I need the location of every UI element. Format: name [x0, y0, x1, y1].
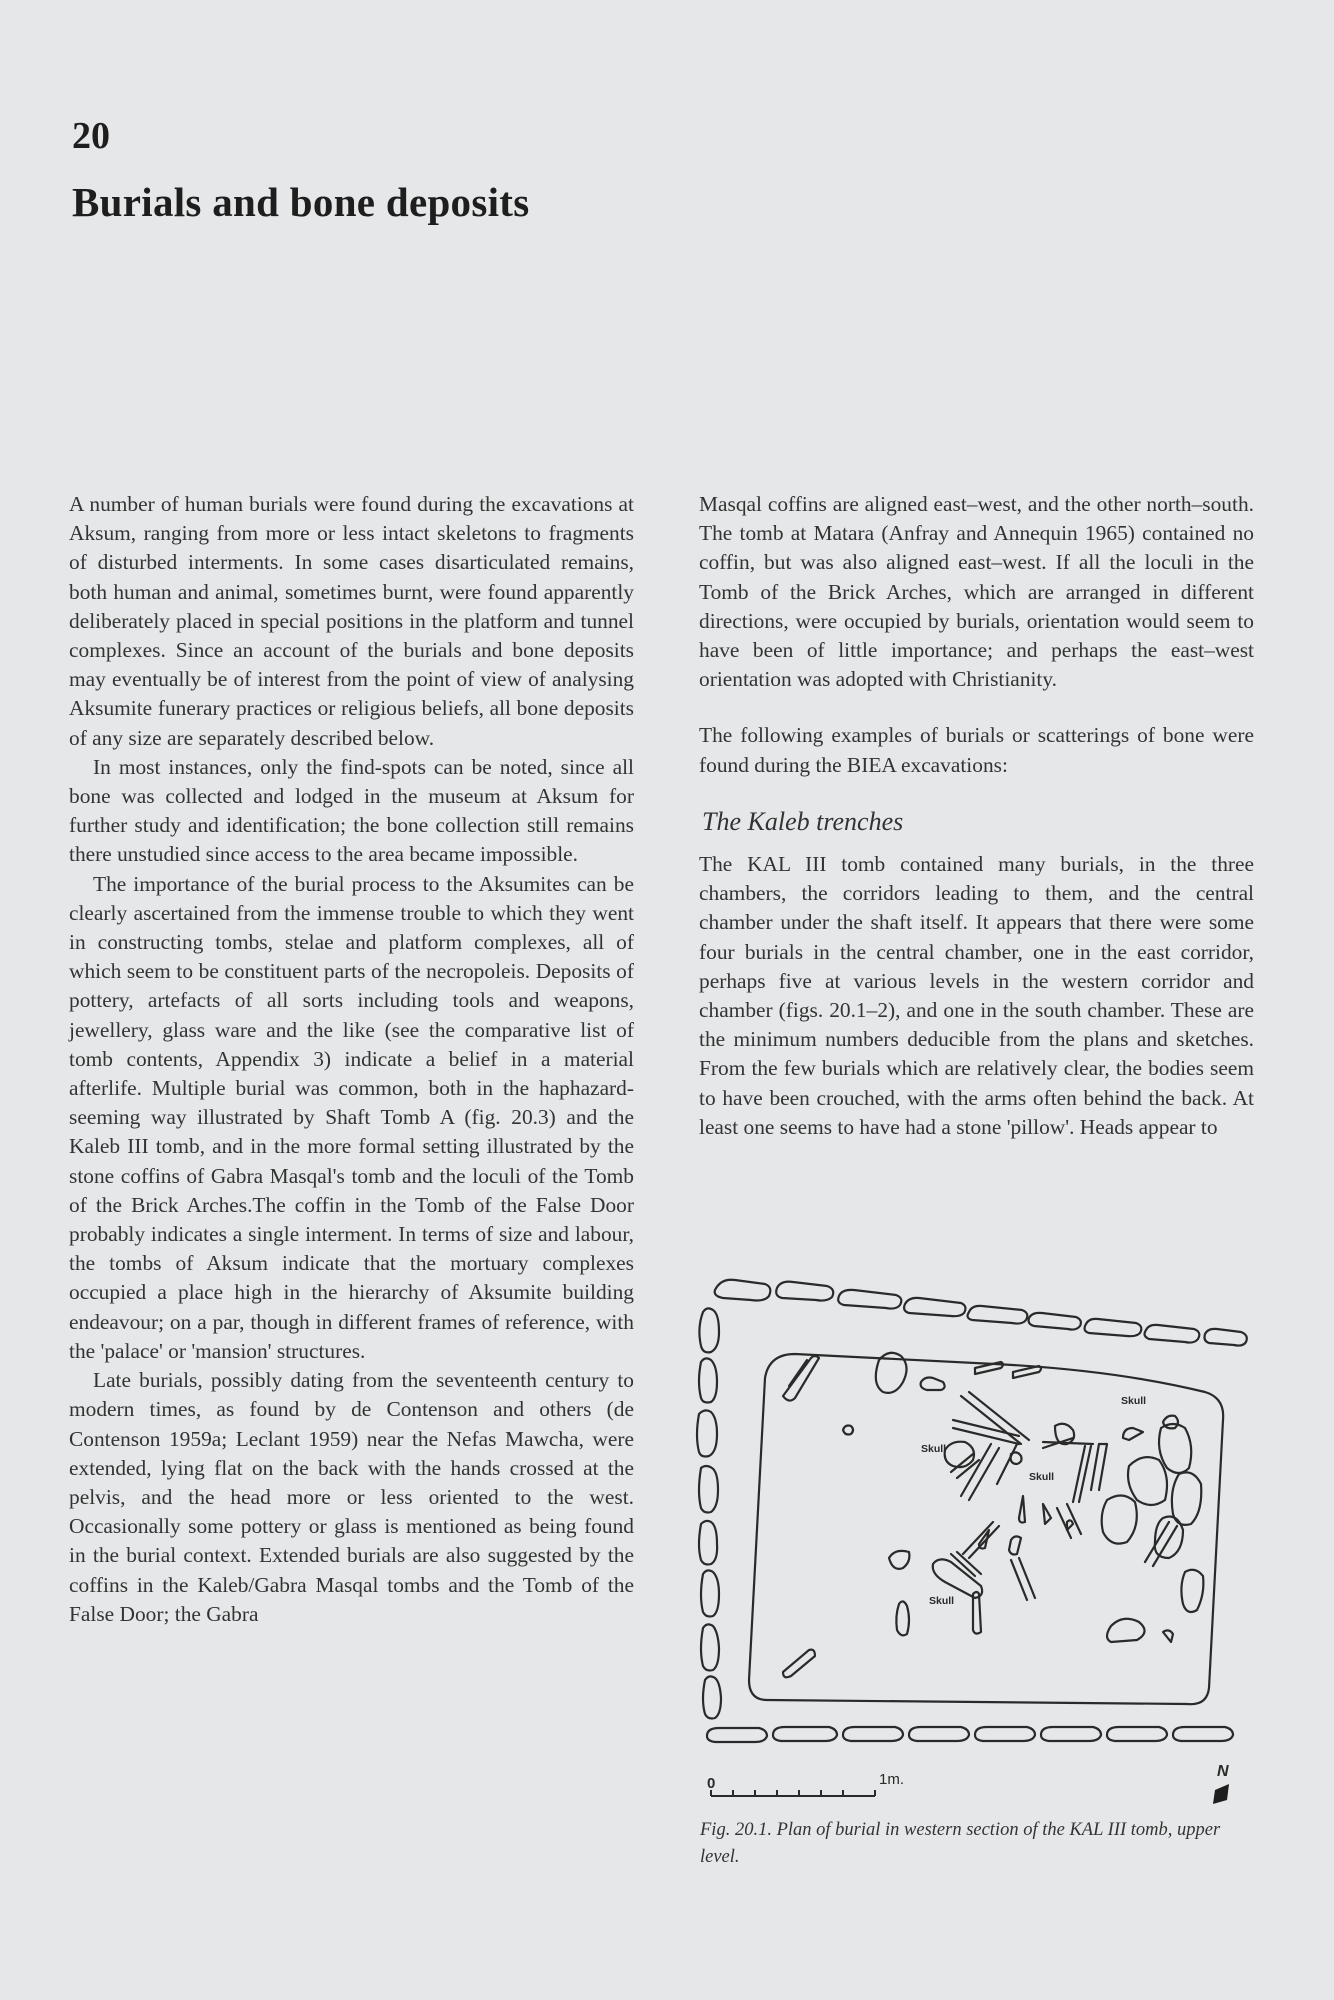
paragraph: The following examples of burials or scatterings of bone were found during the BIEA excavations: — [699, 723, 1254, 777]
left-column — [69, 490, 634, 1629]
paragraph: Masqal coffins are aligned east–west, and the other north–south. The tomb at Matara (Anfray and Annequin 1965) contained no coffin, but was also aligned east–west. If all the loculi in the Tomb of the Brick Arches, which are arranged in different directions, were occupied by burials, orientation would seem to have been of little importance; and perhaps the east–west orientation was adopted with Christianity. — [699, 492, 1254, 692]
skull-label: Skull — [1029, 1471, 1055, 1483]
paragraph: A number of human burials were found during the excavations at Aksum, ranging from more or less intact skeletons to fragments of disturbed interments. In some cases disarticulated remains, both human and animal, sometimes burnt, were found apparently deliberately placed in special positions in the platform and tunnel complexes. Since an account of the burials and bone deposits may eventually be of interest from the point of view of analysing Aksumite funerary practices or religious beliefs, all bone deposits of any size are separately described below. — [69, 492, 634, 750]
burial-plan-figure — [693, 1268, 1277, 1808]
right-column — [699, 490, 1254, 1142]
chapter-title: Burials and bone deposits — [72, 179, 530, 225]
burial-plan-drawing — [693, 1268, 1277, 1808]
north-arrow-icon — [1213, 1784, 1229, 1804]
skull-label: Skull — [929, 1595, 955, 1607]
skull-label: Skull — [921, 1443, 947, 1455]
paragraph: In most instances, only the find-spots can be noted, since all bone was collected and lodged in the museum at Aksum for further study and identification; the bone collection still remains there unstudied since access to the area became impossible. — [69, 754, 634, 867]
north-label: N — [1217, 1763, 1229, 1780]
scale-end-label: 1m. — [879, 1771, 905, 1788]
paragraph: The importance of the burial process to the Aksumites can be clearly ascertained from the immense trouble to which they went in constructing tombs, stelae and platform complexes, all of which seem to be constituent parts of the necropoleis. Deposits of pottery, artefacts of all sorts including tools and weapons, jewellery, glass ware and the like (see the comparative list of tomb contents, Appendix 3) indicate a belief in a material afterlife. Multiple burial was common, both in the haphazard-seeming way illustrated by Shaft Tomb A (fig. 20.3) and the Kaleb III tomb, and in the more formal setting illustrated by the stone coffins of Gabra Masqal's tomb and the loculi of the Tomb of the Brick Arches.The coffin in the Tomb of the False Door probably indicates a single interment. In terms of size and labour, the tombs of Aksum indicate that the mortuary complexes occupied a place high in the hierarchy of Aksumite building endeavour; on a par, though in different frames of reference, with the 'palace' or 'mansion' structures. — [69, 871, 634, 1363]
scale-zero-label: 0 — [707, 1775, 716, 1792]
skull-label: Skull — [1121, 1395, 1147, 1407]
figure-caption: Fig. 20.1. Plan of burial in western section of the KAL III tomb, upper level. — [700, 1820, 1221, 1867]
scale-bar — [711, 1790, 875, 1796]
section-heading: The Kaleb trenches — [702, 806, 904, 836]
paragraph: Late burials, possibly dating from the seventeenth century to modern times, as found by de Contenson and others (de Contenson 1959a; Leclant 1959) near the Nefas Mawcha, were extended, lying flat on the back with the hands crossed at the pelvis, and the head more or less oriented to the west. Occasionally some pottery or glass is mentioned as being found in the burial context. Extended burials are also suggested by the coffins in the Kaleb/Gabra Masqal tombs and the Tomb of the False Door; the Gabra — [69, 1368, 634, 1626]
chapter-number: 20 — [72, 115, 110, 157]
paragraph: The KAL III tomb contained many burials, in the three chambers, the corridors leading to them, and the central chamber under the shaft itself. It appears that there were some four burials in the central chamber, one in the east corridor, perhaps five at various levels in the western corridor and chamber (figs. 20.1–2), and one in the south chamber. These are the minimum numbers deducible from the plans and sketches. From the few burials which are relatively clear, the bodies seem to have been crouched, with the arms often behind the back. At least one seems to have had a stone 'pillow'. Heads appear to — [699, 852, 1254, 1139]
